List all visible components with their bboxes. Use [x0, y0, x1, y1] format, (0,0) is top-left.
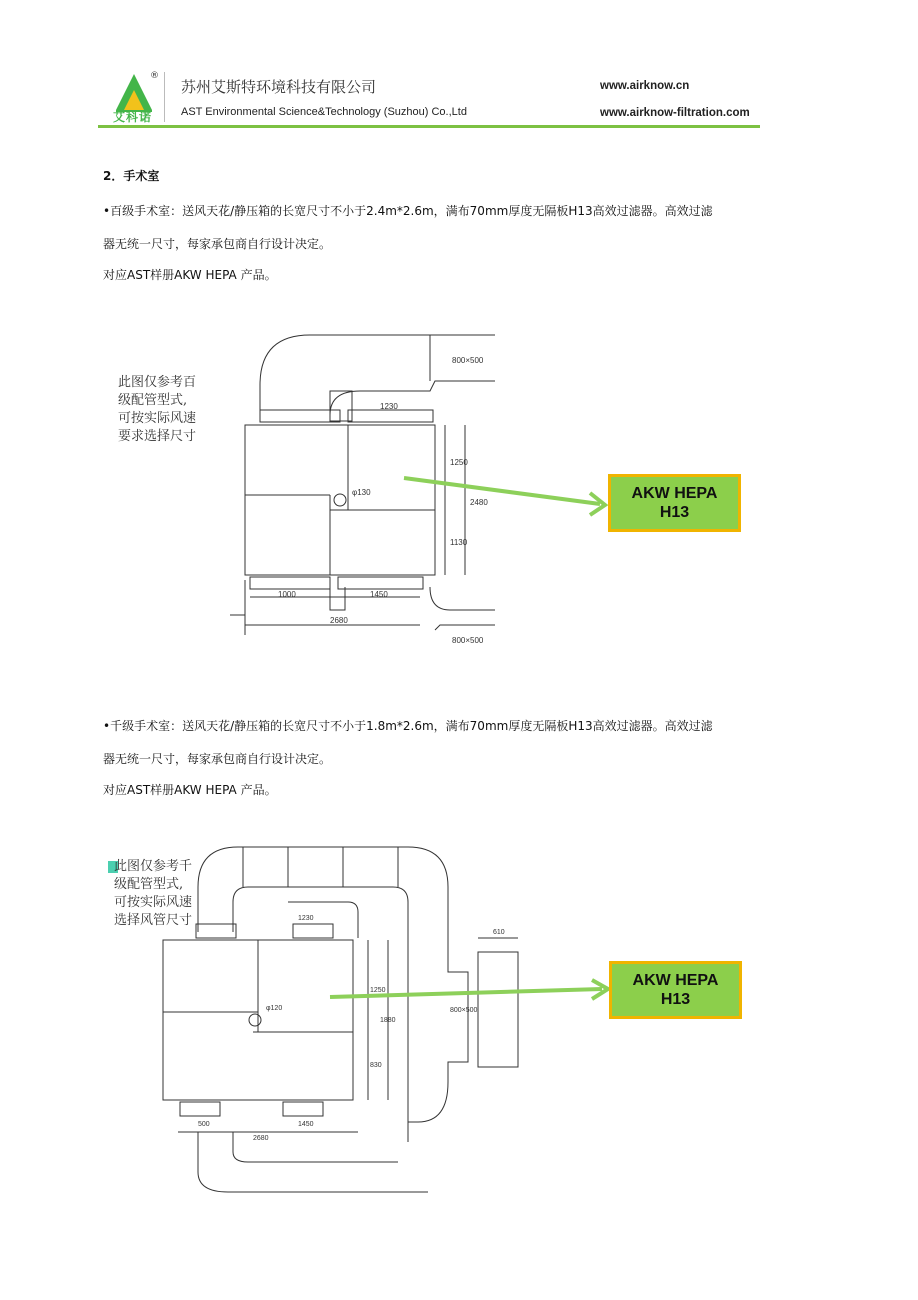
fig2-dim-1880: 1880	[380, 1017, 396, 1024]
fig1-dim-1250: 1250	[450, 458, 468, 467]
figure-2-label-line-2: H13	[660, 991, 691, 1008]
header-divider	[164, 72, 165, 122]
fig2-dim-1450: 1450	[298, 1121, 314, 1128]
paragraph-1-line-2: 器无统一尺寸，每家承包商自行设计决定。	[103, 237, 332, 251]
paragraph-1-line-3: 对应AST样册AKW HEPA 产品。	[103, 268, 277, 282]
figure-1-label-line-2: H13	[659, 504, 690, 521]
figure-2-arrow	[326, 975, 616, 1005]
fig2-dim-duct: 800×500	[450, 1007, 478, 1014]
fig1-dim-2680: 2680	[330, 616, 348, 625]
fig2-dim-2680: 2680	[253, 1135, 269, 1142]
fig1-dim-1230: 1230	[380, 402, 398, 411]
fig1-dim-2480: 2480	[470, 498, 488, 507]
fig2-dim-500: 500	[198, 1121, 210, 1128]
fig2-dim-dia: φ120	[266, 1005, 283, 1012]
figure-1-arrow	[400, 470, 615, 520]
fig1-dim-1450: 1450	[370, 590, 388, 599]
figure-1-akw-hepa-label	[608, 474, 741, 532]
company-name-en: AST Environmental Science&Technology (Suzhou) Co.,Ltd	[181, 106, 467, 118]
fig1-dim-dia: φ130	[352, 488, 371, 497]
fig1-dim-duct-top: 800×500	[452, 356, 484, 365]
fig2-dim-610: 610	[493, 929, 505, 936]
website-link-1[interactable]: www.airknow.cn	[600, 80, 690, 92]
company-name-cn: 苏州艾斯特环境科技有限公司	[181, 78, 377, 96]
fig2-dim-830: 830	[370, 1062, 382, 1069]
fig2-dim-1250: 1250	[370, 987, 386, 994]
paragraph-2-line-2: 器无统一尺寸，每家承包商自行设计决定。	[103, 752, 332, 766]
paragraph-2-line-3: 对应AST样册AKW HEPA 产品。	[103, 783, 277, 797]
header-rule	[98, 125, 760, 128]
figure-2-label-line-1: AKW HEPA	[632, 972, 719, 989]
section-title: 2．手术室	[103, 169, 160, 183]
figure-2-note: 此图仅参考千级配管型式,可按实际风速选择风管尺寸	[114, 859, 193, 928]
website-link-2[interactable]: www.airknow-filtration.com	[600, 107, 750, 119]
figure-1-label-line-1: AKW HEPA	[631, 485, 718, 502]
fig1-dim-1130: 1130	[450, 538, 468, 547]
paragraph-2-line-1: •千级手术室：送风天花/静压箱的长宽尺寸不小于1.8m*2.6m，满布70mm厚度无隔板H13高效过滤器。高效过滤	[103, 719, 713, 733]
fig1-dim-duct-bottom: 800×500	[452, 636, 484, 645]
figure-2-akw-hepa-label	[609, 961, 742, 1019]
fig1-dim-1000: 1000	[278, 590, 296, 599]
figure-2-drawing	[158, 842, 528, 1197]
logo-text: 艾科诺	[113, 110, 153, 124]
fig2-dim-1230: 1230	[298, 915, 314, 922]
logo-registered-mark: ®	[150, 71, 159, 81]
paragraph-1-line-1: •百级手术室：送风天花/静压箱的长宽尺寸不小于2.4m*2.6m，满布70mm厚度无隔板H13高效过滤器。高效过滤	[103, 204, 713, 218]
figure-1-note: 此图仅参考百级配管型式,可按实际风速要求选择尺寸	[118, 375, 197, 444]
